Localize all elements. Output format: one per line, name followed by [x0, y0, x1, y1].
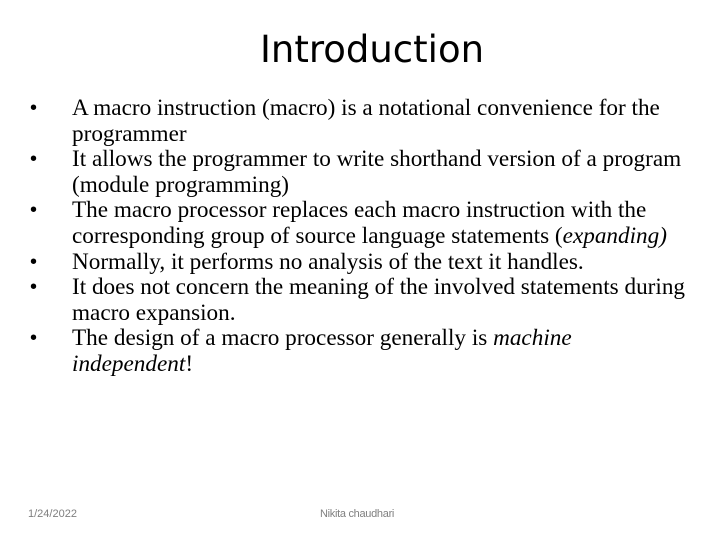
bullet-item-3	[30, 198, 690, 249]
bullet-icon: •	[30, 327, 38, 350]
bullet-icon: •	[30, 97, 38, 119]
bullet-icon: •	[30, 148, 38, 171]
bullet-list	[30, 96, 690, 378]
bullet-text: The macro processor replaces each macro instruction with the corresponding group of source language statements (expanding)	[72, 197, 667, 249]
emphasis-machine-independent: machine independent	[72, 325, 572, 377]
footer-author: Nikita chaudhari	[320, 508, 395, 520]
bullet-item-6	[30, 326, 690, 377]
bullet-text: Normally, it performs no analysis of the text it handles.	[72, 248, 584, 275]
slide-title: Introduction	[259, 28, 485, 71]
bullet-item-2	[30, 147, 690, 198]
bullet-item-5	[30, 275, 690, 326]
emphasis-expanding: expanding	[562, 222, 660, 249]
bullet-icon: •	[30, 250, 38, 273]
footer-date: 1/24/2022	[28, 508, 77, 520]
bullet-item-4	[30, 250, 690, 276]
bullet-text: It does not concern the meaning of the involved statements during macro expansion.	[72, 274, 686, 326]
bullet-text: The design of a macro processor generally is machine independent!	[72, 325, 572, 377]
bullet-item-1	[30, 96, 690, 147]
bullet-text: It allows the programmer to write shorthand version of a program (module programming)	[72, 146, 682, 198]
bullet-icon: •	[30, 199, 38, 222]
bullet-text: A macro instruction (macro) is a notational convenience for the programmer	[72, 95, 660, 147]
bullet-icon: •	[30, 276, 38, 299]
